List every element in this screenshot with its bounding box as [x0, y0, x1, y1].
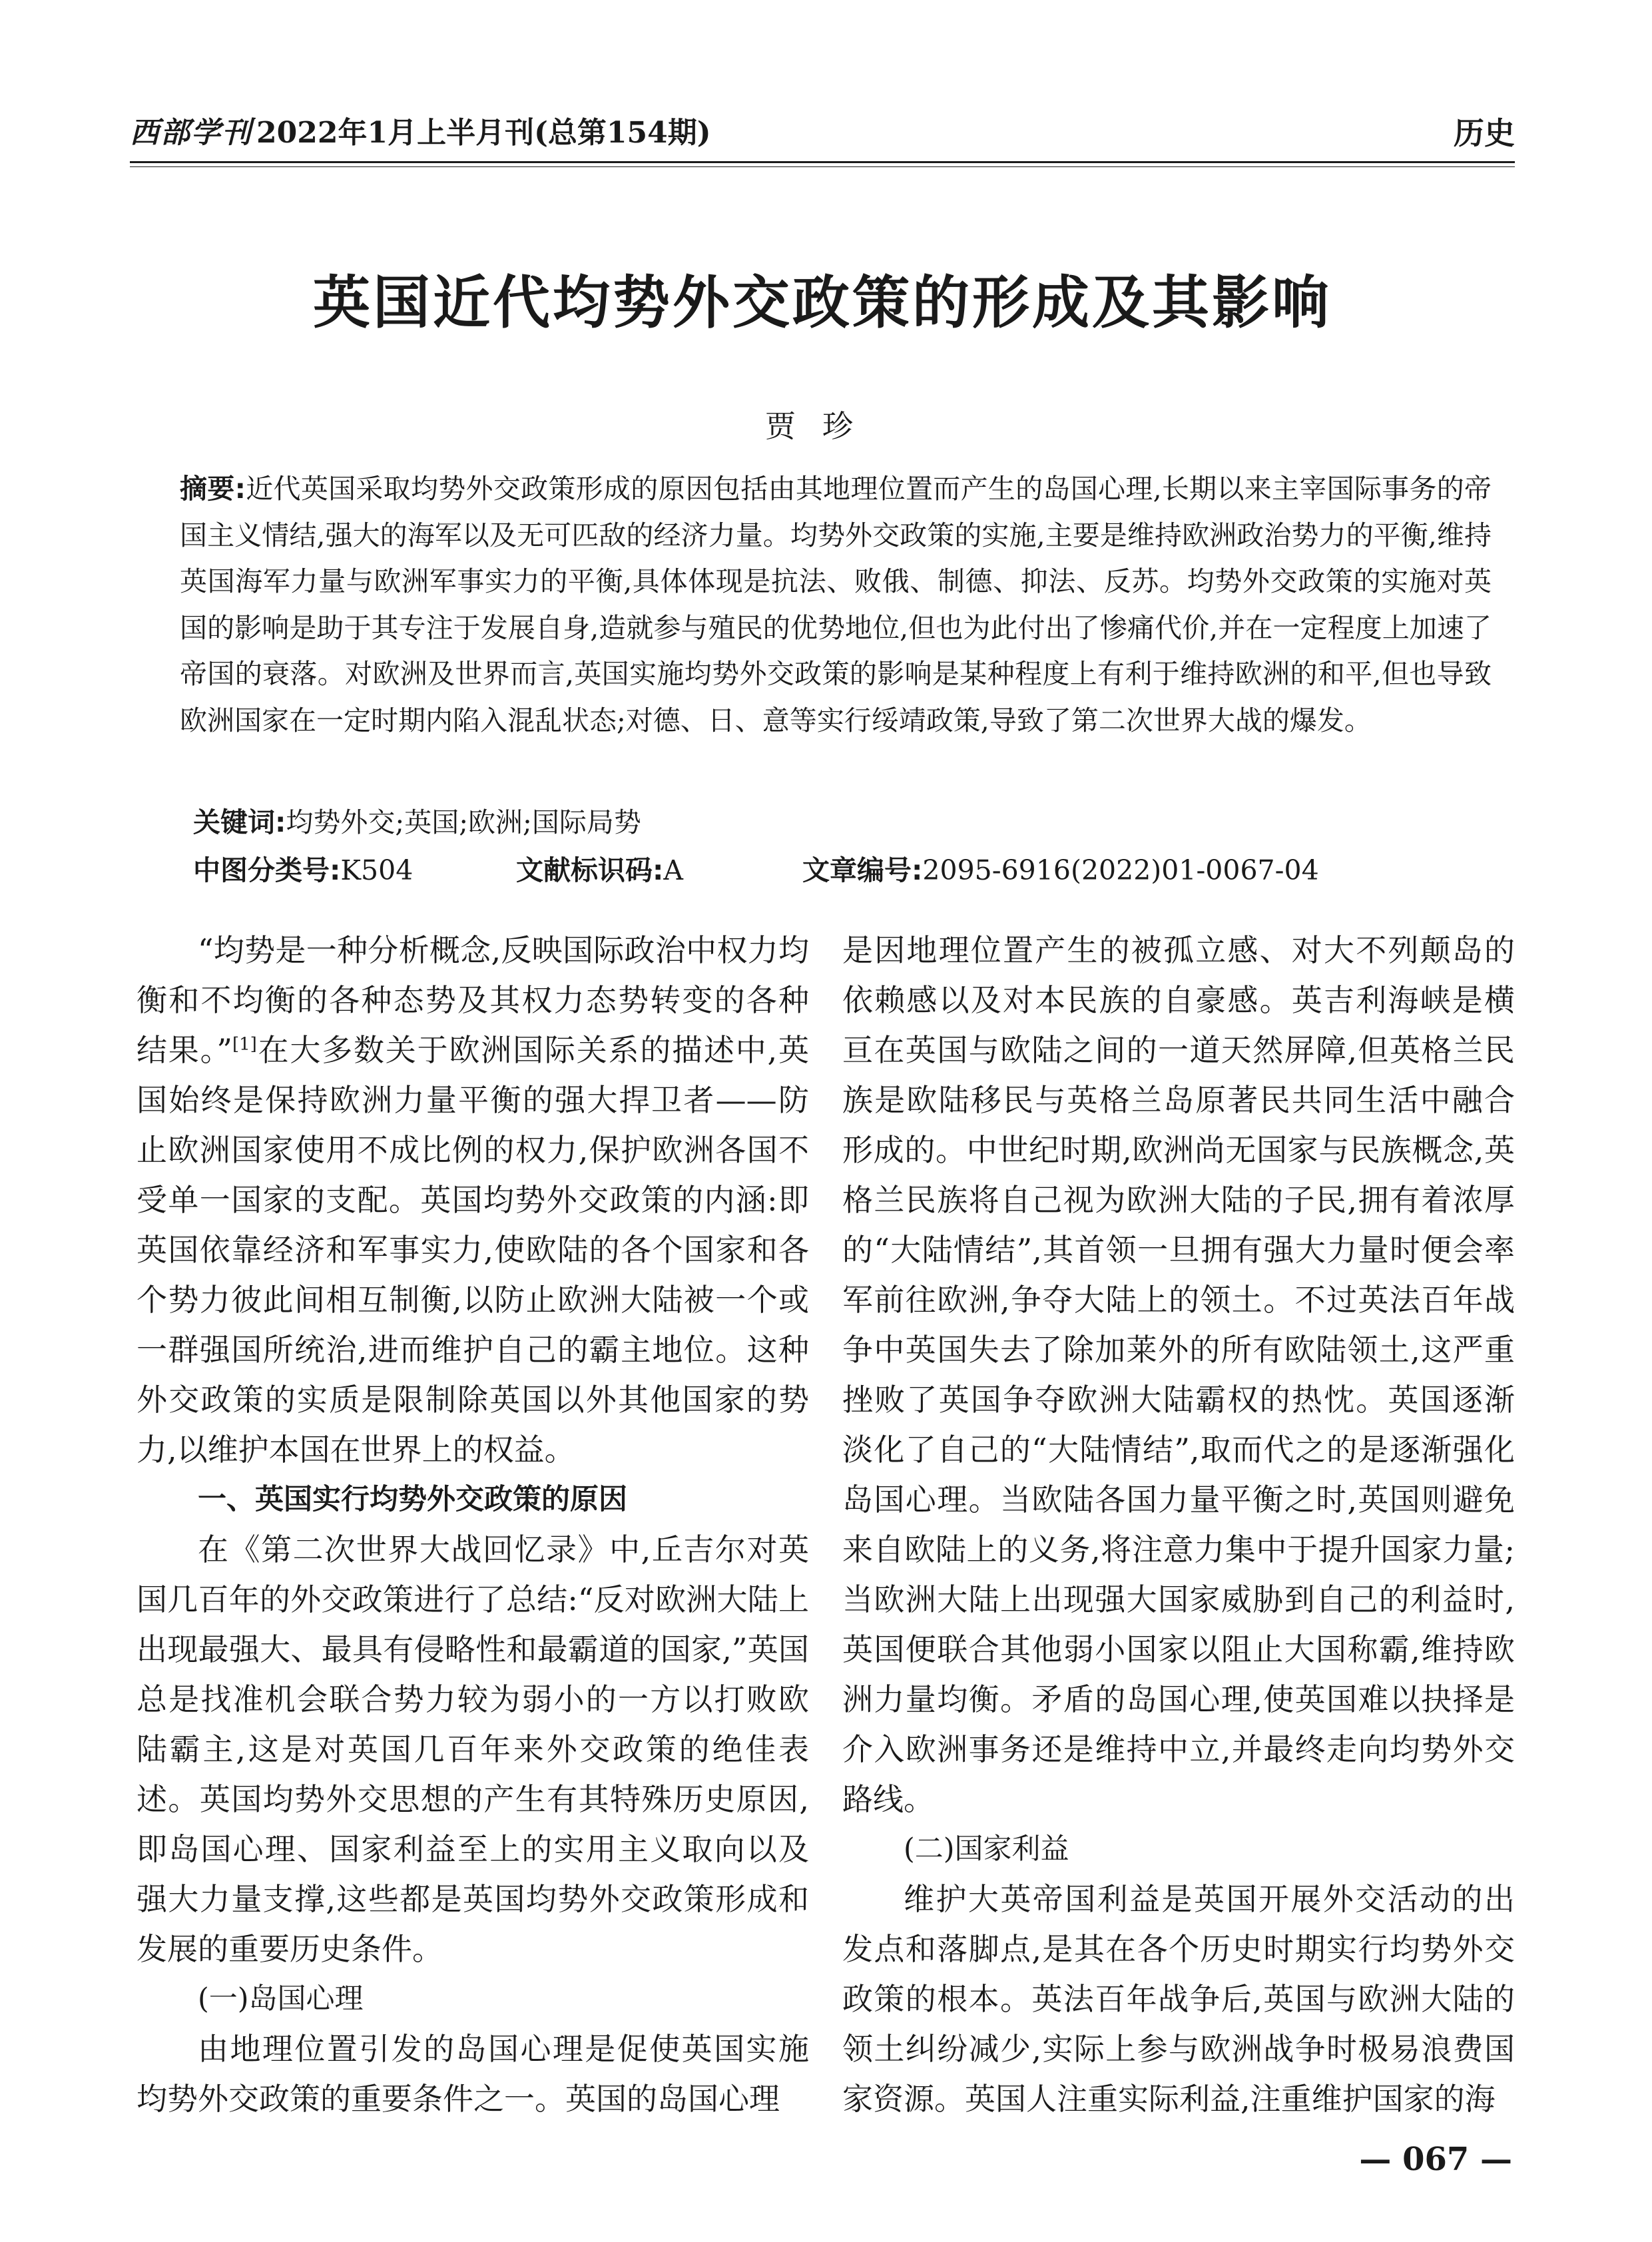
article-title: 英国近代均势外交政策的形成及其影响: [313, 269, 1332, 336]
section-heading: 一、英国实行均势外交政策的原因: [198, 1483, 627, 1516]
paragraph: 是因地理位置产生的被孤立感、对大不列颠岛的依赖感以及对本民族的自豪感。英吉利海峡是横亘在英国与欧陆之间的一道天然屏障,但英格兰民族是欧陆移民与英格兰岛原著民共同生活中融合形成的。中世纪时期,欧洲尚无国家与民族概念,英格兰民族将自己视为欧洲大陆的子民,拥有着浓厚的“大陆情结”,其首领一旦拥有强大力量时便会率军前往欧洲,争夺大陆上的领土。不过英法百年战争中英国失去了除加莱外的所有欧陆领土,这严重挫败了英国争夺欧洲大陆霸权的热忱。英国逐渐淡化了自己的“大陆情结”,取而代之的是逐渐强化岛国心理。当欧陆各国力量平衡之时,英国则避免来自欧陆上的义务,将注意力集中于提升国家力量;当欧洲大陆上出现强大国家威胁到自己的利益时,英国便联合其他弱小国家以阻止大国称霸,维持欧洲力量均衡。矛盾的岛国心理,使英国难以抉择是介入欧洲事务还是维持中立,并最终走向均势外交路线。: [842, 932, 1515, 1817]
body-column-left: [137, 926, 809, 2124]
page-number: — 067 —: [1359, 2141, 1512, 2178]
keywords: [193, 799, 1492, 846]
issue-label: 2022年1月上半月刊(总第154期): [256, 116, 711, 150]
doc-value: A: [663, 854, 684, 886]
body-column-right: [842, 926, 1515, 2124]
abstract: [180, 466, 1492, 744]
paragraph-text: “均势是一种分析概念,反映国际政治中权力均衡和不均衡的各种态势及其权力态势转变的各种结果。”: [137, 932, 809, 1068]
classification-line: [193, 847, 1492, 894]
header-rule: [130, 161, 1515, 163]
article-author: 贾珍: [765, 408, 880, 444]
journal-issue: [130, 107, 711, 160]
subsection-heading: (二)国家利益: [904, 1832, 1069, 1866]
paragraph-text: 在大多数关于欧洲国际关系的描述中,英国始终是保持欧洲力量平衡的强大捍卫者——防止欧洲国家使用不成比例的权力,保护欧洲各国不受单一国家的支配。英国均势外交政策的内涵:即英国依靠经济和军事实力,使欧陆的各个国家和各个势力彼此间相互制衡,以防止欧洲大陆被一个或一群强国所统治,进而维护自己的霸主地位。这种外交政策的实质是限制除英国以外其他国家的势力,以维护本国在世界上的权益。: [137, 1032, 809, 1468]
doc-label: 文献标识码:: [516, 854, 664, 886]
keywords-label: 关键词:: [193, 806, 286, 838]
journal-logo: 西部学刊: [130, 116, 252, 150]
running-header: [130, 107, 1515, 160]
citation-ref: [1]: [232, 1034, 257, 1055]
paragraph: [137, 926, 809, 1475]
paragraph: 维护大英帝国利益是英国开展外交活动的出发点和落脚点,是其在各个历史时期实行均势外交政策的根本。英法百年战争后,英国与欧洲大陆的领土纠纷减少,实际上参与欧洲战争时极易浪费国家资源。英国人注重实际利益,注重维护国家的海: [842, 1881, 1515, 2117]
document-code: [516, 847, 683, 894]
header-rule-thin: [130, 166, 1515, 167]
article-number-value: 2095-6916(2022)01-0067-04: [922, 854, 1319, 886]
keywords-text: 均势外交;英国;欧洲;国际局势: [286, 806, 641, 838]
abstract-label: 摘要:: [180, 473, 246, 505]
abstract-text: 近代英国采取均势外交政策形成的原因包括由其地理位置而产生的岛国心理,长期以来主宰国际事务的帝国主义情结,强大的海军以及无可匹敌的经济力量。均势外交政策的实施,主要是维持欧洲政治势力的平衡,维持英国海军力量与欧洲军事实力的平衡,具体体现是抗法、败俄、制德、抑法、反苏。均势外交政策的实施对英国的影响是助于其专注于发展自身,造就参与殖民的优势地位,但也为此付出了惨痛代价,并在一定程度上加速了帝国的衰落。对欧洲及世界而言,英国实施均势外交政策的影响是某种程度上有利于维持欧洲的和平,但也导致欧洲国家在一定时期内陷入混乱状态;对德、日、意等实行绥靖政策,导致了第二次世界大战的爆发。: [180, 473, 1492, 736]
article-number: [802, 847, 1319, 894]
clc-label: 中图分类号:: [193, 854, 341, 886]
article-number-label: 文章编号:: [802, 854, 923, 886]
clc-number: [193, 847, 413, 894]
subsection-heading: (一)岛国心理: [198, 1982, 364, 2016]
section-label: 历史: [1454, 115, 1515, 151]
clc-value: K504: [340, 854, 413, 886]
paragraph: 在《第二次世界大战回忆录》中,丘吉尔对英国几百年的外交政策进行了总结:“反对欧洲大陆上出现最强大、最具有侵略性和最霸道的国家,”英国总是找准机会联合势力较为弱小的一方以打败欧陆霸主,这是对英国几百年来外交政策的绝佳表述。英国均势外交思想的产生有其特殊历史原因,即岛国心理、国家利益至上的实用主义取向以及强大力量支撑,这些都是英国均势外交政策形成和发展的重要历史条件。: [137, 1532, 809, 1967]
paragraph: 由地理位置引发的岛国心理是促使英国实施均势外交政策的重要条件之一。英国的岛国心理: [137, 2031, 809, 2117]
